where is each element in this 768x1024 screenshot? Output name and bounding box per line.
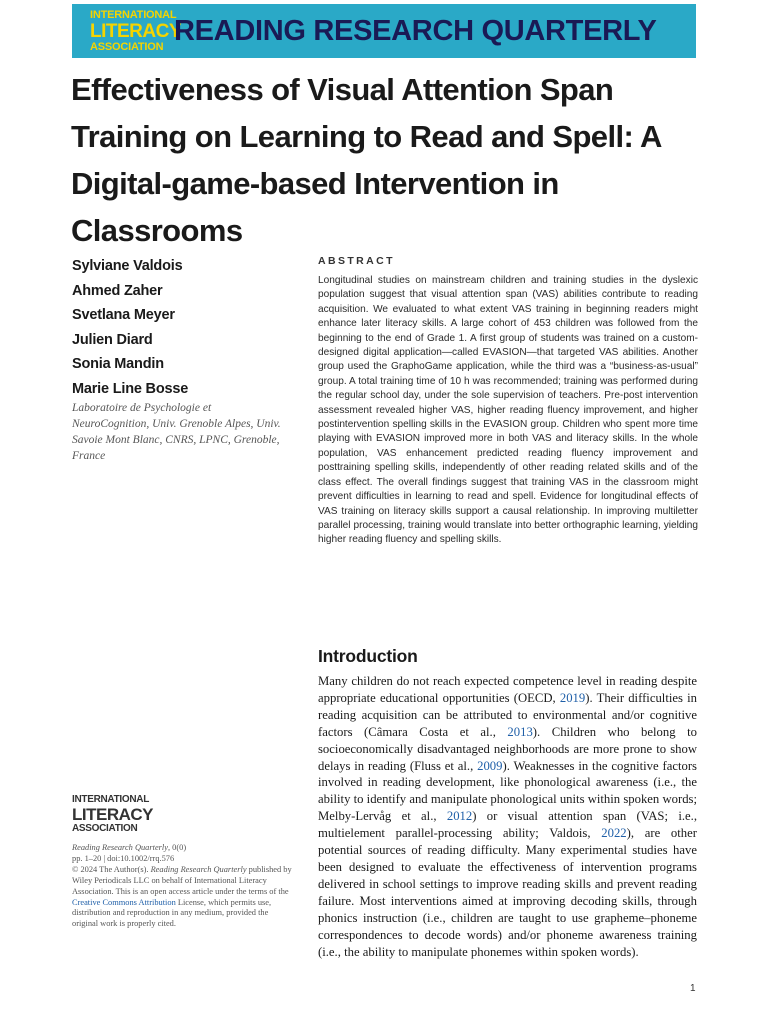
journal-banner: [72, 4, 696, 58]
intro-text-segment: ). Their difficulties in reading acquisition can be attributed to environmental and/or cognitive factors (Câmara Costa et al.,: [318, 690, 697, 739]
intro-text-segment: ). Weaknesses in the cognitive factors involved in reading development, like phonological awareness (i.e., the ability to identify and manipulate phonological units within spoken words; Melby-Lervåg et al.,: [318, 758, 697, 824]
author-name: Julien Diard: [72, 331, 153, 348]
publication-info: [72, 843, 292, 930]
ila-logo: [90, 9, 181, 53]
journal-title: READING RESEARCH QUARTERLY: [174, 15, 657, 47]
author-affiliation: Laboratoire de Psychologie et NeuroCognition, Univ. Grenoble Alpes, Univ. Savoie Mont Blanc, CNRS, LPNC, Grenoble, France: [72, 402, 281, 462]
pages-doi: pp. 1–20 | doi:10.1002/rrq.576: [72, 853, 175, 863]
ila-footer-logo: [72, 795, 152, 834]
license-link[interactable]: Creative Commons Attribution: [72, 897, 176, 907]
citation-link[interactable]: 2012: [446, 809, 473, 824]
page-number: 1: [690, 983, 696, 994]
copyright-notice: [72, 865, 292, 930]
copyright-text: published by Wiley Periodicals LLC on behalf of International Literacy Association. This is an open access article under the terms of the: [72, 864, 292, 896]
journal-volume-line: [72, 843, 292, 854]
footer-logo-line-3: ASSOCIATION: [72, 823, 138, 834]
logo-line-2: LITERACY: [90, 21, 181, 42]
intro-text-segment: Many children do not reach expected competence level in reading despite appropriate educational opportunities (OECD,: [318, 674, 697, 705]
author-list: [72, 254, 302, 402]
author-name: Sylviane Valdois: [72, 258, 183, 274]
logo-line-3: ASSOCIATION: [90, 41, 164, 53]
author-name: Ahmed Zaher: [72, 282, 163, 299]
introduction-paragraph: [318, 673, 697, 960]
intro-text-segment: ) or visual attention span (VAS; i.e., multielement parallel-processing ability; Valdois,: [318, 809, 697, 841]
article-title: Effectiveness of Visual Attention Span Training on Learning to Read and Spell: A Digital-game-based Intervention in Classrooms: [71, 72, 661, 248]
journal-name: Reading Research Quarterly: [72, 843, 168, 852]
footer-logo-line-2: LITERACY: [72, 805, 153, 824]
abstract-heading: ABSTRACT: [318, 255, 395, 267]
introduction-heading: Introduction: [318, 646, 418, 666]
intro-text-segment: ), are other potential sources of reading difficulty. Many experimental studies have been designed to evaluate the effectiveness of intervention programs delivered in school settings to improve reading skills and prevent reading failure. Most interventions aimed at improving decoding skills, through phonics instruction (i.e., children are taught to use grapheme–phoneme correspondences to decode words) and/or phoneme awareness training (i.e., the ability to manipulate phonemes within spoken words).: [318, 826, 697, 959]
intro-text-segment: ). Children who belong to socioeconomically disadvantaged neighborhoods are more prone to show delays in reading (Fluss et al.,: [318, 724, 697, 773]
journal-volume: , 0(0): [167, 843, 187, 852]
footer-logo-line-1: INTERNATIONAL: [72, 794, 150, 805]
citation-link[interactable]: 2009: [477, 758, 503, 773]
copyright-journal: Reading Research Quarterly: [150, 864, 247, 874]
citation-link[interactable]: 2019: [559, 690, 586, 705]
logo-line-1: INTERNATIONAL: [90, 9, 177, 21]
copyright-text: License, which permits use, distribution and reproduction in any medium, provided the original work is properly cited.: [72, 897, 272, 929]
copyright-text: © 2024 The Author(s).: [72, 864, 151, 874]
author-name: Sonia Mandin: [72, 356, 164, 373]
citation-link[interactable]: 2013: [507, 724, 533, 739]
author-name: Svetlana Meyer: [72, 307, 175, 324]
citation-link[interactable]: 2022: [601, 826, 627, 841]
abstract-text: Longitudinal studies on mainstream children and training studies in the dyslexic population suggest that visual attention span (VAS) abilities contribute to reading acquisition. We evaluated to what extent VAS training in beginning readers might enhance later literacy skills. A large cohort of 453 children was followed from the beginning to the end of Grade 1. A first group of students was trained on a custom-designed digital application—called EVASION—that targeted VAS abilities. Another group used the GraphoGame application, while the third was a “business-as-usual” group. A total training time of 10 h was recommended; training was performed during the regular school day, under the sole supervision of teachers. Pre-post intervention assessment revealed higher VAS, higher reading fluency improvement, and higher postintervention spelling skills in the EVASION group. Children who spent more time playing with EVASION improved more in both VAS and literacy skills. In the whole population, VAS enhancement predicted reading fluency improvement and posttraining spelling skills, independently of other reading related skills and of the class effect. The overall findings suggest that training VAS in the classroom might prevent difficulties in learning to read and spell. Evidence for longitudinal effects of VAS training on literacy skills support a causal relationship. In improving multiletter parallel processing, training would translate into better orthographic learning, yielding higher reading fluency and spelling skills.: [318, 275, 698, 546]
author-name: Marie Line Bosse: [72, 380, 189, 397]
